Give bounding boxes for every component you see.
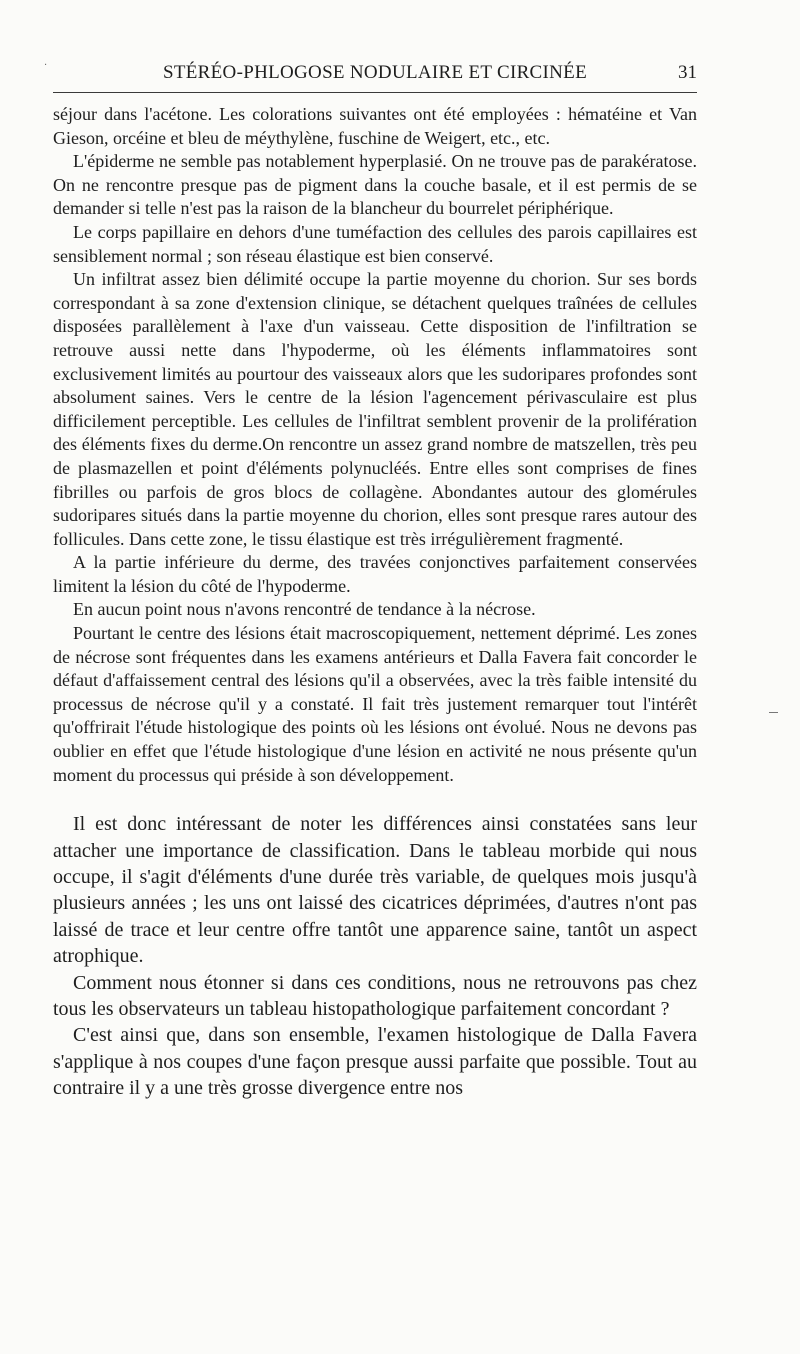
margin-dash [769, 712, 778, 713]
running-head [53, 62, 697, 93]
large-print-section [53, 811, 697, 1101]
paragraph-epiderme: L'épiderme ne semble pas notablement hyperplasié. On ne trouve pas de parakératose. On ne rencontre presque pas de pigment dans la couche basale, et il est permis de se demander si telle n'est pas la raison de la blancheur du bourrelet périphérique. [53, 151, 697, 219]
paragraph-continuation: séjour dans l'acétone. Les colorations suivantes ont été employées : hématéine et Van Gieson, orcéine et bleu de méythylène, fuschine de Weigert, etc., etc. [53, 104, 697, 148]
paragraph-ensemble: C'est ainsi que, dans son ensemble, l'examen histologique de Dalla Favera s'applique à nos coupes d'une façon presque aussi parfaite que possible. Tout au contraire il y a une très grosse divergence entre nos [53, 1024, 697, 1100]
corner-speck: · [44, 60, 48, 71]
small-print-section [53, 103, 697, 787]
paragraph-corps-papillaire: Le corps papillaire en dehors d'une tuméfaction des cellules des parois capillaires est sensiblement normal ; son réseau élastique est bien conservé. [53, 221, 697, 266]
page-number: 31 [678, 62, 697, 83]
paragraph-necrose: En aucun point nous n'avons rencontré de tendance à la nécrose. [73, 599, 536, 620]
book-page [53, 62, 697, 1102]
running-title: STÉRÉO-PHLOGOSE NODULAIRE ET CIRCINÉE [163, 62, 587, 83]
paragraph-partie-inferieure: A la partie inférieure du derme, des travées conjonctives parfaitement conservées limitent la lésion du côté de l'hypoderme. [53, 552, 697, 596]
paragraph-infiltrat: Un infiltrat assez bien délimité occupe la partie moyenne du chorion. Sur ses bords correspondant à sa zone d'extension clinique, se détachent quelques traînées de cellules disposées parallèlement à l'axe d'un vaisseau. Cette disposition de l'infiltration se retrouve aussi nette dans l'hypoderme, où les éléments inflammatoires sont exclusivement limités au pourtour des vaisseaux alors que les sudoripares profondes sont absolument saines. Vers le centre de la lésion l'agencement périvasculaire est plus difficilement perceptible. Les cellules de l'infiltrat semblent provenir de la prolifération des éléments fixes du derme.On rencontre un assez grand nombre de matszellen, très peu de plasmazellen et point d'éléments polynucléés. Entre elles sont comprises de fines fibrilles ou parfois de gros blocs de collagène. Abondantes autour des glomérules sudoripares situés dans la partie moyenne du chorion, elles sont presque rares autour des follicules. Dans cette zone, le tissu élastique est très irrégulièrement fragmenté. [53, 269, 697, 549]
paragraph-comment: Comment nous étonner si dans ces conditions, nous ne retrouvons pas chez tous les observateurs un tableau histopathologique parfaitement concordant ? [53, 971, 697, 1021]
paragraph-differences: Il est donc intéressant de noter les différences ainsi constatées sans leur attacher une importance de classification. Dans le tableau morbide qui nous occupe, il s'agit d'éléments d'une durée très variable, de quelques mois jusqu'à plusieurs années ; les uns ont laissé des cicatrices déprimées, d'autres n'ont pas laissé de trace et leur centre offre tantôt une apparence saine, tantôt un aspect atrophique. [53, 813, 697, 968]
paragraph-pourtant: Pourtant le centre des lésions était macroscopiquement, nettement déprimé. Les zones de nécrose sont fréquentes dans les examens antérieurs et Dalla Favera fait concorder le défaut d'affaissement central des lésions qu'il a observées, avec la très faible intensité du processus de nécrose qu'il y a constaté. Il fait très justement remarquer tout l'intérêt qu'offrirait l'étude histologique des points où les lésions ont évolué. Nous ne devons pas oublier en effet que l'étude histologique d'une lésion en activité ne nous présente qu'un moment du processus qui préside à son développement. [53, 623, 697, 785]
